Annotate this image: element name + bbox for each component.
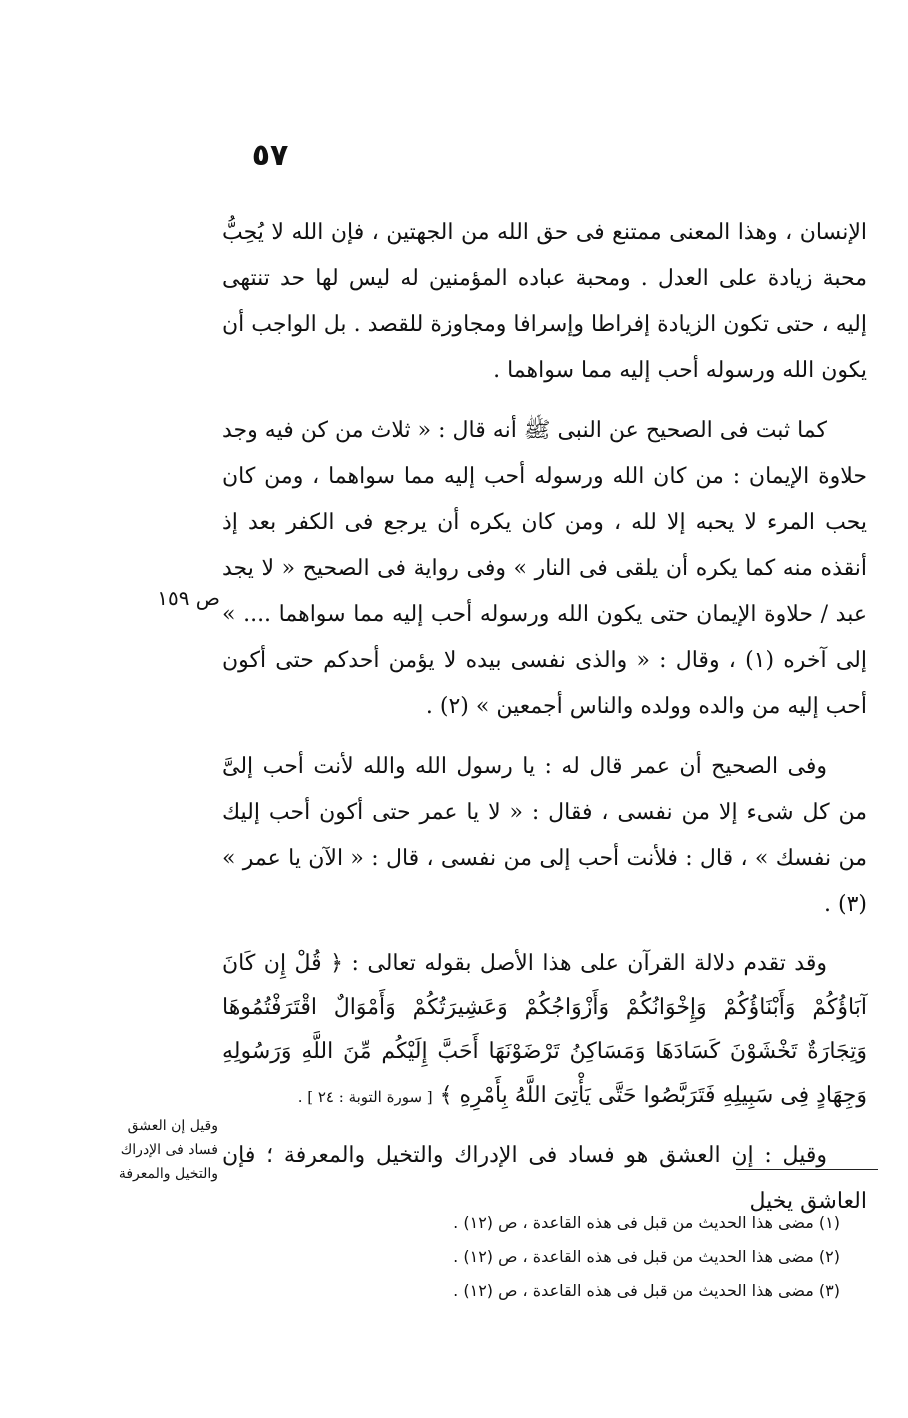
paragraph-continuation: الإنسان ، وهذا المعنى ممتنع فى حق الله من الجهتين ، فإن الله لا يُحِبُّ محبة زيادة على العدل . ومحبة عباده المؤمنين له ليس لها حد تنتهى إليه ، حتى تكون الزيادة إفراطا وإسرافا ومجاوزة للقصد . بل الواجب أن يكون الله ورسوله أحب إليه مما سواهما . (222, 220, 867, 383)
margin-topic-line: وقيل إن العشق (127, 1118, 218, 1134)
footnote-item: (١) مضى هذا الحديث من قبل فى هذه القاعدة ، ص (١٢) . (453, 1213, 840, 1232)
paragraph-quran-verse (222, 942, 867, 1119)
quran-reference: [ سورة التوبة : ٢٤ ] . (297, 1088, 433, 1106)
margin-topic-note (110, 1114, 218, 1186)
footnote-item: (٢) مضى هذا الحديث من قبل فى هذه القاعدة ، ص (١٢) . (453, 1247, 840, 1266)
margin-topic-line: فساد فى الإدراك (120, 1142, 218, 1158)
main-text (222, 210, 867, 1239)
margin-topic-line: والتخيل والمعرفة (118, 1166, 218, 1182)
footnotes (400, 1206, 840, 1308)
paragraph-hadith-umar: وفى الصحيح أن عمر قال له : يا رسول الله والله لأنت أحب إلىَّ من كل شىء إلا من نفسى ، فقال : « لا يا عمر حتى أكون أحب إليك من نفسك » ، قال : فلأنت أحب إلى من نفسى ، قال : « الآن يا عمر » (٣) . (222, 754, 867, 917)
quran-verse-text: وقد تقدم دلالة القرآن على هذا الأصل بقوله تعالى : ﴿ قُلْ إِن كَانَ آبَاؤُكُمْ وَأَبْنَاؤُكُمْ وَإِخْوَانُكُمْ وَأَزْوَاجُكُمْ وَعَشِيرَتُكُمْ وَأَمْوَالٌ اقْتَرَفْتُمُوهَا وَتِجَارَةٌ تَخْشَوْنَ كَسَادَهَا وَمَسَاكِنُ تَرْضَوْنَهَا أَحَبَّ إِلَيْكُم مِّنَ اللَّهِ وَرَسُولِهِ وَجِهَادٍ فِى سَبِيلِهِ فَتَرَبَّصُوا حَتَّى يَأْتِىَ اللَّهُ بِأَمْرِهِ ﴾ (222, 951, 867, 1108)
paragraph-ishq-definition: وقيل : إن العشق هو فساد فى الإدراك والتخيل والمعرفة ؛ فإن العاشق يخيل (222, 1143, 867, 1214)
margin-page-reference: ص ١٥٩ (157, 586, 220, 610)
page-number: ٥٧ (251, 138, 289, 173)
paragraph-hadith-sweetness-of-faith: كما ثبت فى الصحيح عن النبى ﷺ أنه قال : « ثلاث من كن فيه وجد حلاوة الإيمان : من كان الله ورسوله أحب إليه مما سواهما ، ومن كان يحب المرء لا يحبه إلا لله ، ومن كان يكره أن يرجع فى الكفر بعد إذ أنقذه منه كما يكره أن يلقى فى النار » وفى رواية فى الصحيح « لا يجد عبد / حلاوة الإيمان حتى يكون الله ورسوله أحب إليه مما سواهما .... » إلى آخره (١) ، وقال : « والذى نفسى بيده لا يؤمن أحدكم حتى أكون أحب إليه من والده وولده والناس أجمعين » (٢) . (222, 418, 867, 719)
footnote-item: (٣) مضى هذا الحديث من قبل فى هذه القاعدة ، ص (١٢) . (453, 1281, 840, 1300)
footnote-separator (736, 1169, 878, 1170)
